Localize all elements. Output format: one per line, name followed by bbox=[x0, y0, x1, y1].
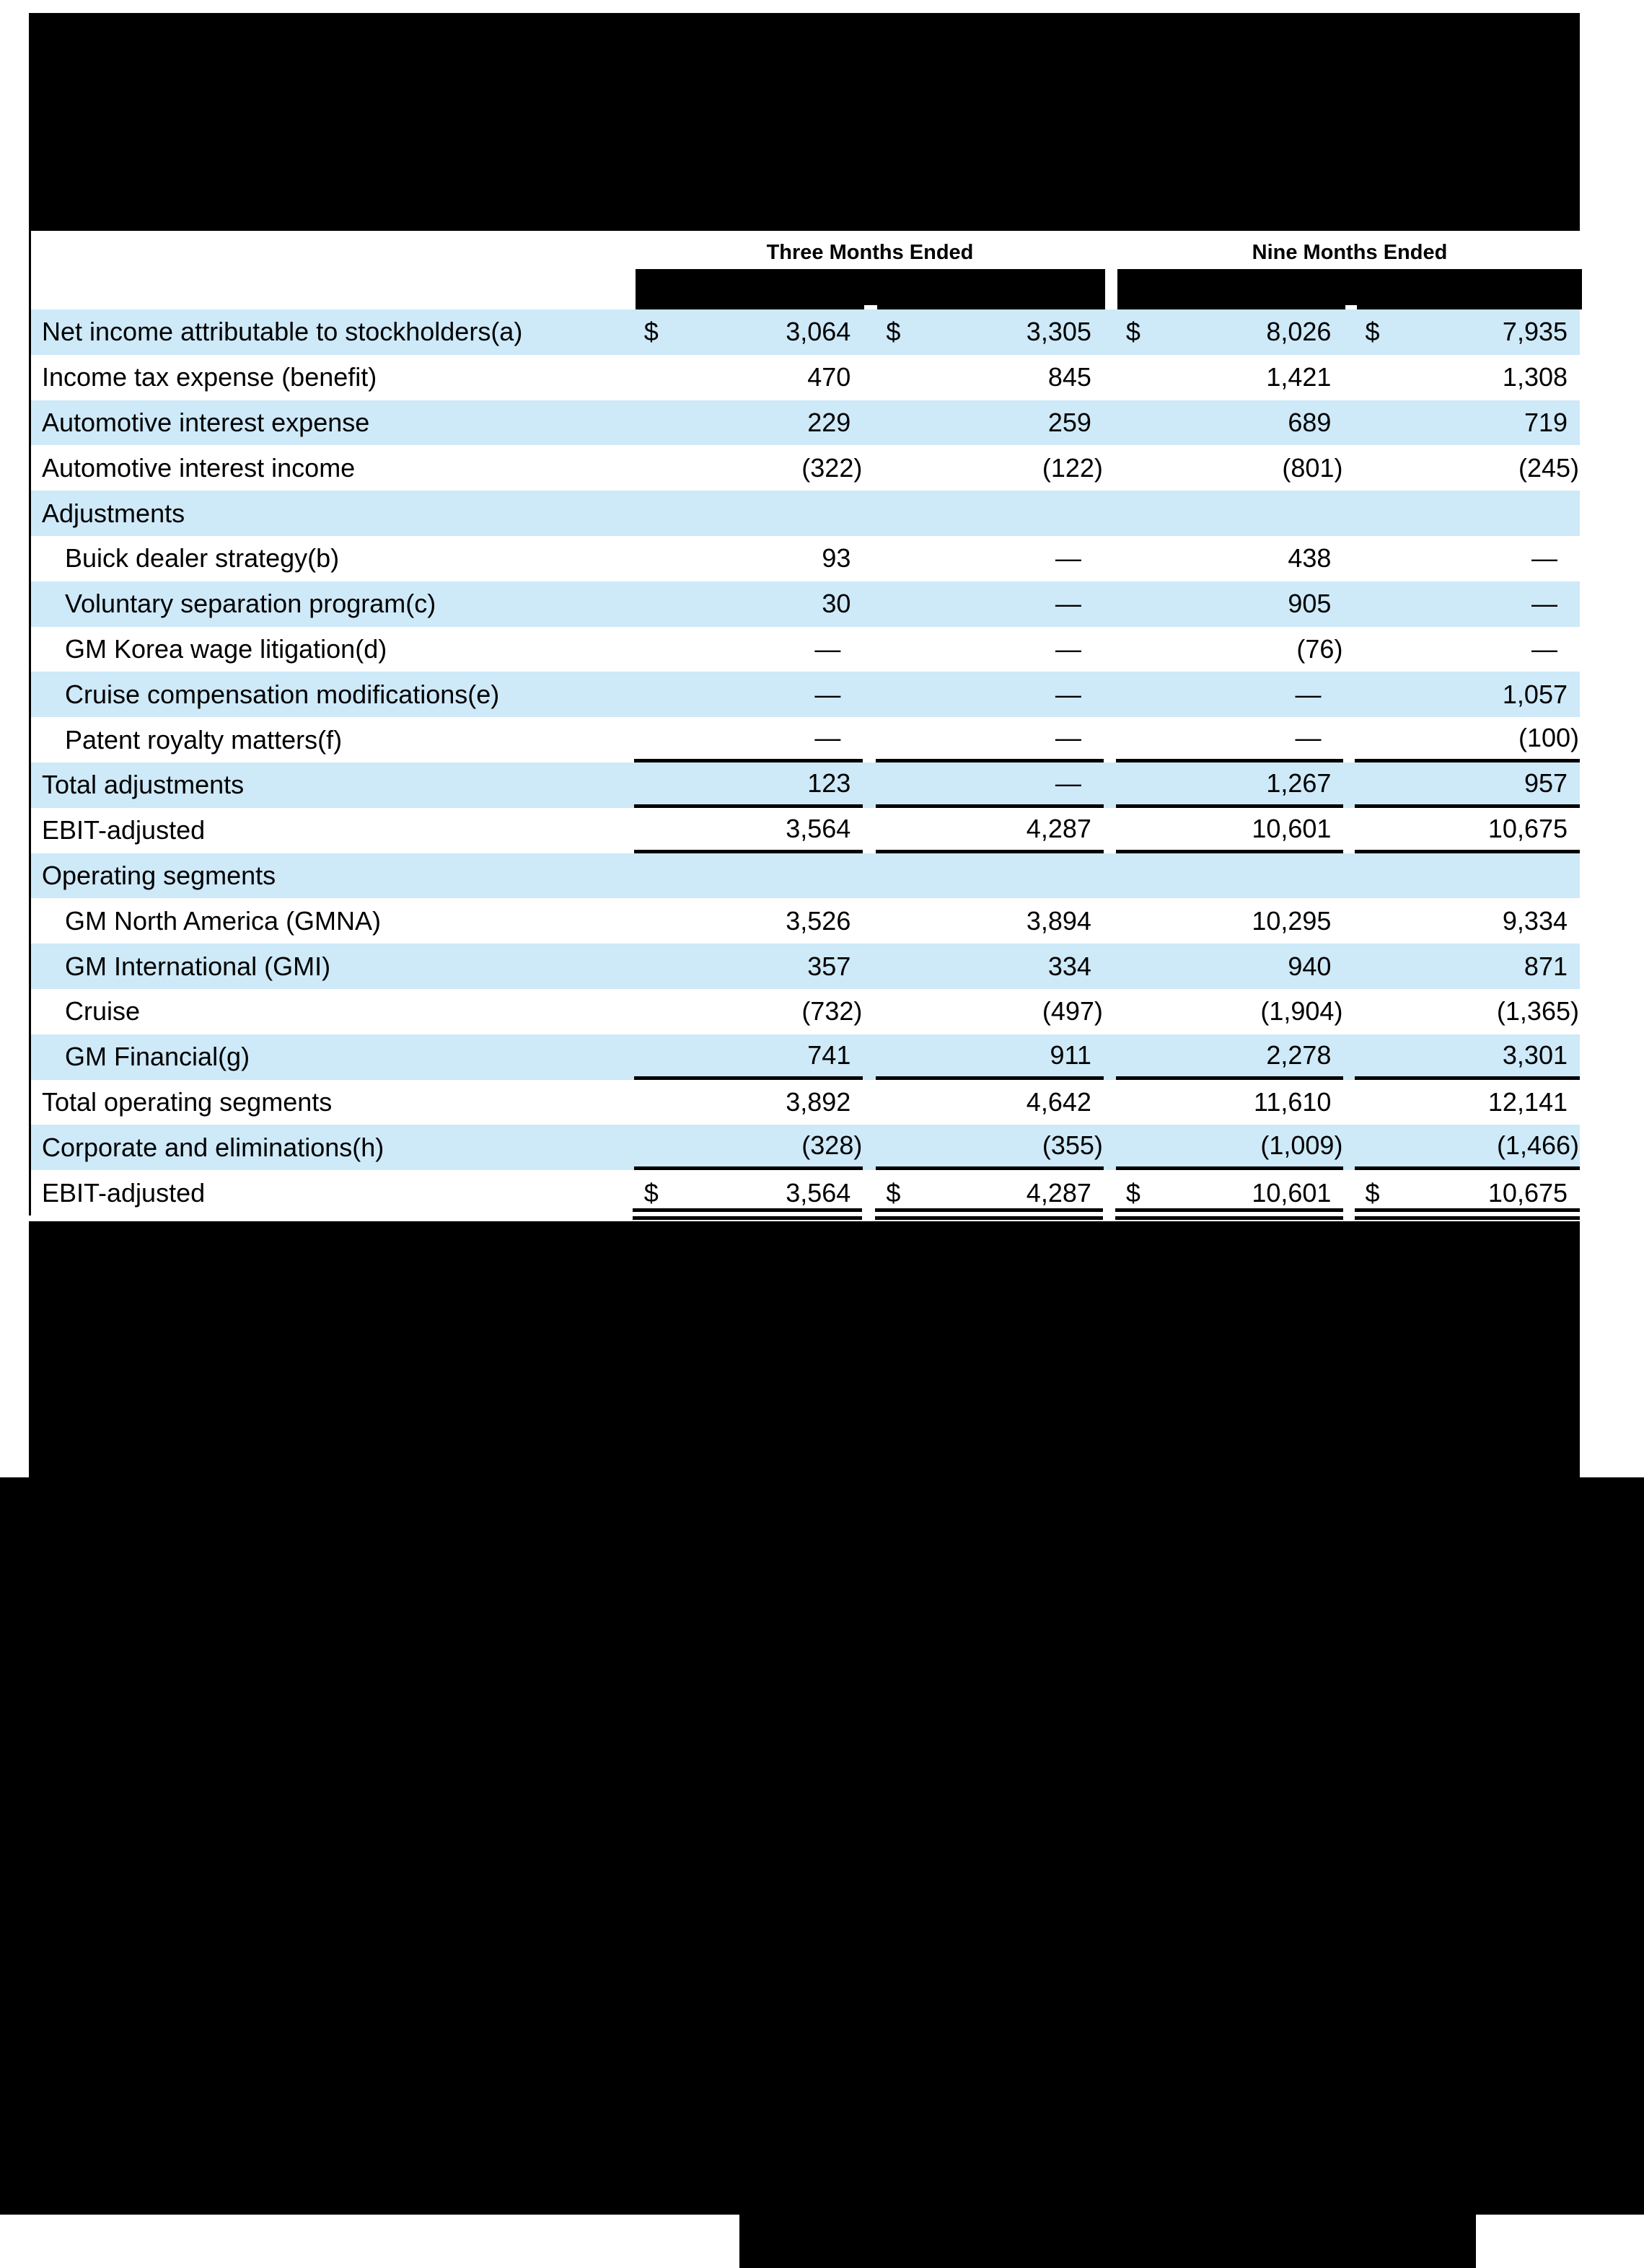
value-cell: (122) bbox=[1042, 452, 1103, 483]
value-cell: 1,421 bbox=[1266, 362, 1332, 392]
table-row bbox=[31, 808, 1580, 853]
value-cell: 719 bbox=[1524, 407, 1568, 437]
row-label: Corporate and eliminations(h) bbox=[42, 1132, 384, 1162]
total-double-underline bbox=[1355, 1208, 1580, 1212]
table-row bbox=[31, 445, 1580, 491]
value-cell: 4,642 bbox=[1026, 1086, 1091, 1117]
total-double-underline bbox=[875, 1208, 1103, 1212]
value-cell bbox=[876, 853, 1104, 899]
value-cell: — bbox=[814, 679, 841, 709]
value-cell: 438 bbox=[1288, 543, 1332, 573]
row-label: Net income attributable to stockholders(a) bbox=[42, 317, 523, 347]
total-double-underline bbox=[875, 1216, 1103, 1220]
table-row bbox=[31, 1125, 1580, 1170]
value-cell: (328) bbox=[634, 1125, 863, 1170]
table-row bbox=[31, 672, 1580, 717]
table-row bbox=[31, 309, 1580, 355]
value-cell: 259 bbox=[1047, 407, 1091, 437]
total-double-underline bbox=[1355, 1216, 1580, 1220]
dollar-sign: $ bbox=[1125, 317, 1140, 347]
value-cell bbox=[1116, 853, 1344, 899]
redacted-block-full-width bbox=[0, 1477, 1644, 2215]
table-row bbox=[31, 1080, 1580, 1125]
row-label: GM Financial(g) bbox=[65, 1042, 250, 1072]
value-cell: 229 bbox=[807, 407, 851, 437]
value-cell: 3,064 $ bbox=[643, 317, 851, 347]
value-cell: (497) bbox=[1042, 996, 1103, 1027]
redacted-period-dates-band bbox=[31, 269, 1580, 309]
redacted-block-top bbox=[29, 13, 1580, 231]
row-label: Buick dealer strategy(b) bbox=[65, 543, 340, 573]
dollar-sign: $ bbox=[886, 317, 901, 347]
value-cell: — bbox=[1055, 543, 1081, 573]
table-row bbox=[31, 627, 1580, 672]
value-cell: (1,009) bbox=[1116, 1125, 1344, 1170]
value-cell: 7,935 $ bbox=[1365, 317, 1568, 347]
value-cell: 10,295 bbox=[1252, 905, 1332, 936]
value-cell: (1,365) bbox=[1496, 996, 1579, 1027]
dollar-sign: $ bbox=[1125, 1177, 1140, 1208]
row-label: Patent royalty matters(f) bbox=[65, 724, 343, 755]
value-cell: 30 bbox=[822, 589, 851, 619]
row-label: GM International (GMI) bbox=[65, 951, 331, 981]
table-row bbox=[31, 717, 1580, 762]
value-cell: 3,526 bbox=[786, 905, 851, 936]
redacted-block-bottom-tab bbox=[739, 2215, 1476, 2268]
redacted-dates-nine-months bbox=[1117, 269, 1582, 305]
value-cell: 871 bbox=[1524, 951, 1568, 981]
value-cell: 12,141 bbox=[1487, 1086, 1568, 1117]
value-cell: (801) bbox=[1282, 452, 1343, 483]
dollar-sign: $ bbox=[886, 1177, 901, 1208]
value-cell: — bbox=[814, 633, 841, 664]
value-cell: 3,892 bbox=[786, 1086, 851, 1117]
value-cell: 4,287 $ bbox=[886, 1177, 1091, 1208]
table-row bbox=[31, 853, 1580, 899]
value-cell bbox=[1355, 853, 1580, 899]
total-double-underline bbox=[1115, 1216, 1343, 1220]
value-cell: — bbox=[634, 717, 863, 762]
value-cell: 3,894 bbox=[1026, 905, 1091, 936]
table-body bbox=[31, 309, 1580, 1216]
table-row bbox=[31, 400, 1580, 446]
value-cell: — bbox=[1055, 589, 1081, 619]
table-row bbox=[31, 762, 1580, 808]
row-label: Adjustments bbox=[42, 498, 185, 528]
value-cell: — bbox=[876, 762, 1104, 808]
value-cell: — bbox=[1055, 679, 1081, 709]
value-cell: 3,305 $ bbox=[886, 317, 1091, 347]
row-label: Total adjustments bbox=[42, 770, 245, 800]
dollar-sign: $ bbox=[643, 1177, 659, 1208]
table-row bbox=[31, 1034, 1580, 1080]
table-row bbox=[31, 898, 1580, 944]
value-cell: 689 bbox=[1288, 407, 1332, 437]
row-label: Total operating segments bbox=[42, 1086, 333, 1117]
value-cell: — bbox=[1055, 633, 1081, 664]
row-label: EBIT-adjusted bbox=[42, 1177, 206, 1208]
column-group-headers bbox=[31, 231, 1580, 269]
dollar-sign: $ bbox=[1365, 317, 1380, 347]
value-cell: 3,301 bbox=[1355, 1034, 1580, 1080]
table-row bbox=[31, 536, 1580, 581]
value-cell: — bbox=[1116, 717, 1344, 762]
value-cell: 940 bbox=[1288, 951, 1332, 981]
table-row bbox=[31, 581, 1580, 627]
ebit-adjusted-reconciliation-table bbox=[29, 231, 1580, 1216]
value-cell: 1,267 bbox=[1116, 762, 1344, 808]
row-label: Automotive interest income bbox=[42, 452, 356, 483]
row-label: Income tax expense (benefit) bbox=[42, 362, 377, 392]
value-cell: 1,308 bbox=[1502, 362, 1568, 392]
total-double-underline bbox=[633, 1216, 862, 1220]
row-label: Cruise compensation modifications(e) bbox=[65, 679, 500, 709]
column-group-header-nine-months: Nine Months Ended bbox=[1252, 241, 1448, 264]
row-label: Automotive interest expense bbox=[42, 407, 370, 437]
value-cell: 470 bbox=[807, 362, 851, 392]
value-cell: 3,564 bbox=[634, 808, 863, 853]
value-cell: 123 bbox=[634, 762, 863, 808]
value-cell bbox=[634, 853, 863, 899]
value-cell bbox=[1116, 491, 1344, 536]
table-row bbox=[31, 989, 1580, 1034]
total-double-underline bbox=[633, 1208, 862, 1212]
row-label: Cruise bbox=[65, 996, 141, 1027]
value-cell: 10,675 bbox=[1355, 808, 1580, 853]
dollar-sign: $ bbox=[1365, 1177, 1380, 1208]
value-cell: 741 bbox=[634, 1034, 863, 1080]
row-label: EBIT-adjusted bbox=[42, 815, 206, 845]
value-cell: 10,675 $ bbox=[1365, 1177, 1568, 1208]
redacted-dates-three-months bbox=[636, 269, 1105, 305]
value-cell: 9,334 bbox=[1502, 905, 1568, 936]
value-cell: 3,564 $ bbox=[643, 1177, 851, 1208]
row-label: Operating segments bbox=[42, 860, 276, 890]
value-cell: (322) bbox=[801, 452, 863, 483]
value-cell: — bbox=[1531, 543, 1557, 573]
value-cell: 4,287 bbox=[876, 808, 1104, 853]
value-cell: 1,057 bbox=[1502, 679, 1568, 709]
value-cell bbox=[1355, 491, 1580, 536]
value-cell: — bbox=[1295, 679, 1322, 709]
value-cell: 357 bbox=[807, 951, 851, 981]
total-double-underline bbox=[1115, 1208, 1343, 1212]
value-cell bbox=[876, 491, 1104, 536]
redacted-block-middle bbox=[29, 1221, 1580, 1477]
value-cell: 334 bbox=[1047, 951, 1091, 981]
value-cell: 8,026 $ bbox=[1125, 317, 1332, 347]
value-cell: (1,466) bbox=[1355, 1125, 1580, 1170]
row-label: GM North America (GMNA) bbox=[65, 905, 382, 936]
value-cell: (355) bbox=[876, 1125, 1104, 1170]
value-cell: 10,601 $ bbox=[1125, 1177, 1332, 1208]
value-cell: 911 bbox=[876, 1034, 1104, 1080]
row-label: Voluntary separation program(c) bbox=[65, 589, 436, 619]
value-cell: 11,610 bbox=[1254, 1086, 1332, 1117]
row-label: GM Korea wage litigation(d) bbox=[65, 633, 387, 664]
table-row bbox=[31, 944, 1580, 989]
dollar-sign: $ bbox=[643, 317, 659, 347]
value-cell: (76) bbox=[1296, 633, 1343, 664]
value-cell bbox=[634, 491, 863, 536]
column-group-header-three-months: Three Months Ended bbox=[766, 241, 974, 264]
value-cell: 957 bbox=[1355, 762, 1580, 808]
value-cell: (100) bbox=[1355, 717, 1580, 762]
value-cell: 905 bbox=[1288, 589, 1332, 619]
value-cell: (245) bbox=[1518, 452, 1580, 483]
value-cell: 2,278 bbox=[1116, 1034, 1344, 1080]
table-row bbox=[31, 491, 1580, 536]
value-cell: 93 bbox=[822, 543, 851, 573]
value-cell: 845 bbox=[1047, 362, 1091, 392]
table-row bbox=[31, 355, 1580, 400]
value-cell: (1,904) bbox=[1260, 996, 1343, 1027]
value-cell: (732) bbox=[801, 996, 863, 1027]
value-cell: — bbox=[1531, 633, 1557, 664]
value-cell: — bbox=[876, 717, 1104, 762]
value-cell: — bbox=[1531, 589, 1557, 619]
value-cell: 10,601 bbox=[1116, 808, 1344, 853]
